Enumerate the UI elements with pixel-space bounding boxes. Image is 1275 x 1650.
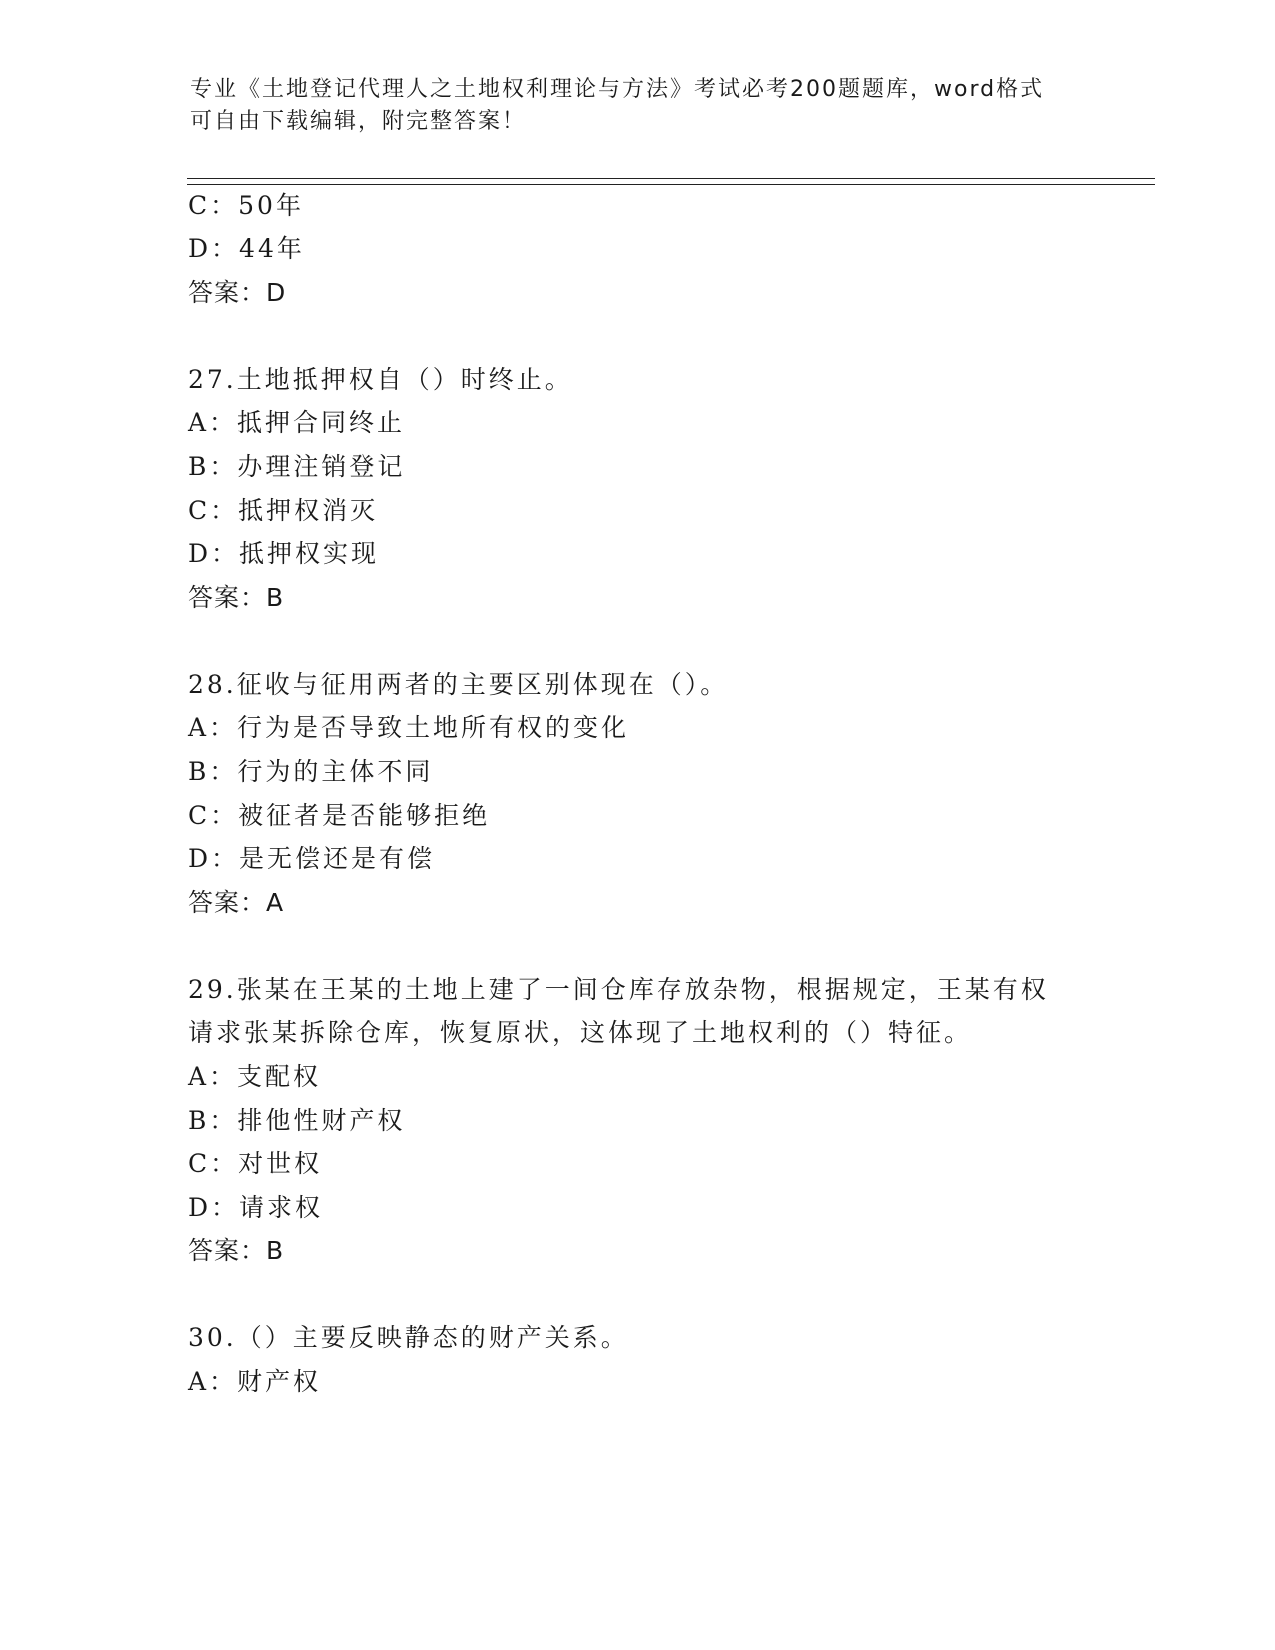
q29-option-d: D：请求权 xyxy=(188,1193,324,1222)
q27-option-b: B：办理注销登记 xyxy=(188,452,406,481)
q30-option-a: A：财产权 xyxy=(188,1367,322,1396)
header-divider-bottom xyxy=(187,184,1155,185)
header-divider-top xyxy=(187,178,1155,179)
header-line-1: 专业《土地登记代理人之土地权利理论与方法》考试必考200题题库，word格式 xyxy=(190,77,1045,102)
document-header xyxy=(190,74,1090,138)
option-c: C：50年 xyxy=(188,191,304,220)
q28-answer: 答案：A xyxy=(188,888,285,917)
question-30: 30.（）主要反映静态的财产关系。 xyxy=(188,1323,629,1352)
q28-option-b: B：行为的主体不同 xyxy=(188,757,434,786)
q28-option-a: A：行为是否导致土地所有权的变化 xyxy=(188,713,630,742)
q27-option-a: A：抵押合同终止 xyxy=(188,408,406,437)
q27-option-c: C：抵押权消灭 xyxy=(188,496,379,525)
header-line-2: 可自由下载编辑，附完整答案！ xyxy=(190,109,527,134)
question-28: 28.征收与征用两者的主要区别体现在（）。 xyxy=(188,670,729,699)
q27-answer: 答案：B xyxy=(188,583,285,612)
answer-line: 答案：D xyxy=(188,278,287,307)
q29-option-c: C：对世权 xyxy=(188,1149,323,1178)
question-27: 27.土地抵押权自（）时终止。 xyxy=(188,365,573,394)
q28-option-d: D：是无偿还是有偿 xyxy=(188,844,436,873)
question-29-line-1: 29.张某在王某的土地上建了一间仓库存放杂物，根据规定，王某有权 xyxy=(188,975,1049,1004)
q28-option-c: C：被征者是否能够拒绝 xyxy=(188,801,491,830)
option-d: D：44年 xyxy=(188,234,305,263)
q29-answer: 答案：B xyxy=(188,1236,285,1265)
q29-option-b: B：排他性财产权 xyxy=(188,1106,406,1135)
question-29-line-2: 请求张某拆除仓库，恢复原状，这体现了土地权利的（）特征。 xyxy=(188,1018,973,1047)
q27-option-d: D：抵押权实现 xyxy=(188,539,380,568)
q29-option-a: A：支配权 xyxy=(188,1062,322,1091)
